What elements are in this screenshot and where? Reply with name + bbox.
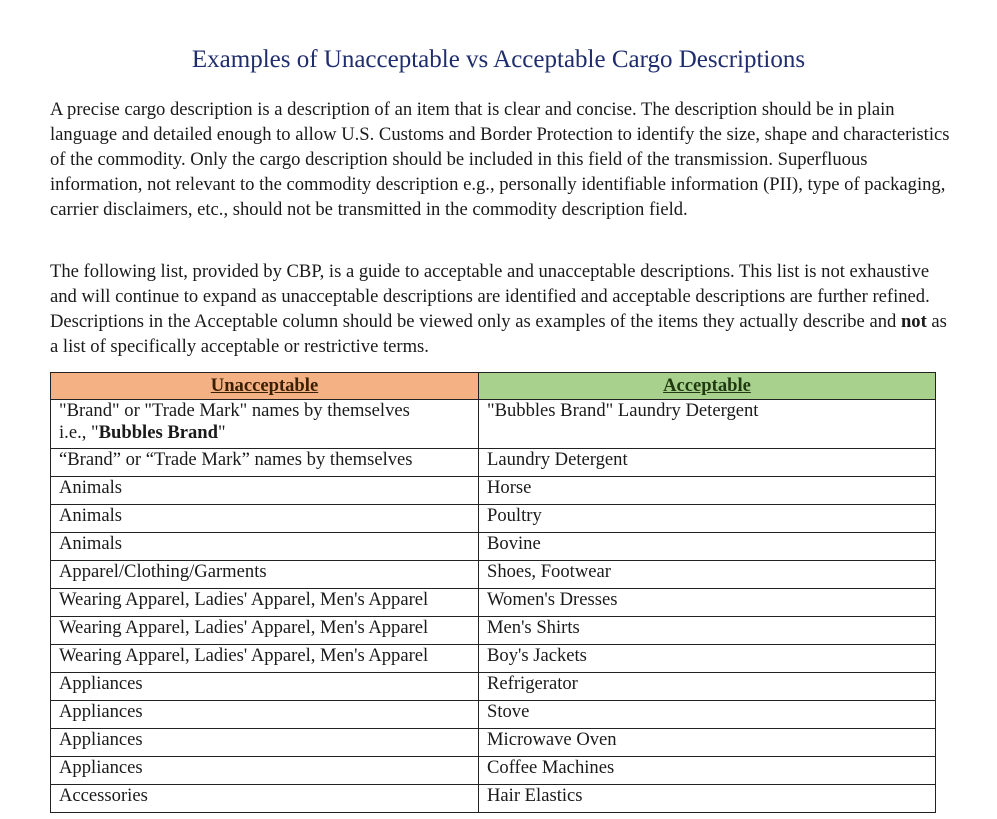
unacceptable-cell: Accessories xyxy=(51,785,479,813)
table-row xyxy=(51,400,936,449)
acceptable-cell: Shoes, Footwear xyxy=(479,561,936,589)
table-row xyxy=(51,729,936,757)
acceptable-cell: Coffee Machines xyxy=(479,757,936,785)
header-acceptable: Acceptable xyxy=(479,373,936,400)
page-title: Examples of Unacceptable vs Acceptable Cargo Descriptions xyxy=(191,46,806,73)
acceptable-cell: "Bubbles Brand" Laundry Detergent xyxy=(479,400,936,449)
table-row xyxy=(51,701,936,729)
unacceptable-cell: Wearing Apparel, Ladies' Apparel, Men's Apparel xyxy=(51,589,479,617)
unacceptable-cell: Wearing Apparel, Ladies' Apparel, Men's Apparel xyxy=(51,617,479,645)
header-unacceptable: Unacceptable xyxy=(51,373,479,400)
unacceptable-text: "Brand" or "Trade Mark" names by themselves xyxy=(59,400,410,421)
cargo-description-table xyxy=(50,372,936,813)
unacceptable-cell: Appliances xyxy=(51,757,479,785)
guide-text-start: The following list, provided by CBP, is a guide to acceptable and unacceptable descriptions. This list is not exhaustive and will continue to expand as unacceptable descriptions are identified and acceptable descriptions are further refined. Descriptions in the Acceptable column should be viewed only as examples of the items they actually describe and xyxy=(50,261,930,332)
unacceptable-cell: Appliances xyxy=(51,701,479,729)
acceptable-cell: Horse xyxy=(479,477,936,505)
acceptable-cell: Boy's Jackets xyxy=(479,645,936,673)
unacceptable-cell: Animals xyxy=(51,505,479,533)
table-row xyxy=(51,617,936,645)
table-header-row xyxy=(51,373,936,400)
table-row xyxy=(51,589,936,617)
unacceptable-cell: Appliances xyxy=(51,673,479,701)
table-row xyxy=(51,449,936,477)
acceptable-cell: Stove xyxy=(479,701,936,729)
table-row xyxy=(51,561,936,589)
unacceptable-text: " xyxy=(217,422,226,443)
acceptable-cell: Bovine xyxy=(479,533,936,561)
unacceptable-text: i.e., " xyxy=(59,422,99,443)
table-row xyxy=(51,757,936,785)
guide-text-emphasis: not xyxy=(900,311,927,332)
guide-text-end: as a list of specifically acceptable or restrictive terms. xyxy=(50,311,947,357)
unacceptable-cell: Appliances xyxy=(51,729,479,757)
acceptable-cell: Laundry Detergent xyxy=(479,449,936,477)
unacceptable-cell: Apparel/Clothing/Garments xyxy=(51,561,479,589)
guide-paragraph xyxy=(50,259,950,359)
acceptable-cell: Microwave Oven xyxy=(479,729,936,757)
acceptable-cell: Hair Elastics xyxy=(479,785,936,813)
table-row xyxy=(51,533,936,561)
unacceptable-cell: “Brand” or “Trade Mark” names by themselves xyxy=(51,449,479,477)
table-row xyxy=(51,645,936,673)
table-row xyxy=(51,673,936,701)
unacceptable-bold-text: Bubbles Brand xyxy=(98,422,218,443)
table-row xyxy=(51,477,936,505)
unacceptable-cell: Animals xyxy=(51,477,479,505)
acceptable-cell: Refrigerator xyxy=(479,673,936,701)
table-row xyxy=(51,785,936,813)
acceptable-cell: Women's Dresses xyxy=(479,589,936,617)
acceptable-cell: Men's Shirts xyxy=(479,617,936,645)
unacceptable-cell xyxy=(51,400,479,449)
acceptable-cell: Poultry xyxy=(479,505,936,533)
table-row xyxy=(51,505,936,533)
unacceptable-cell: Animals xyxy=(51,533,479,561)
intro-paragraph: A precise cargo description is a description of an item that is clear and concise. The description should be in plain language and detailed enough to allow U.S. Customs and Border Protection to identify the size, shape and characteristics of the commodity. Only the cargo description should be included in this field of the transmission. Superfluous information, not relevant to the commodity description e.g., personally identifiable information (PII), type of packaging, carrier disclaimers, etc., should not be transmitted in the commodity description field. xyxy=(50,99,950,220)
unacceptable-cell: Wearing Apparel, Ladies' Apparel, Men's Apparel xyxy=(51,645,479,673)
